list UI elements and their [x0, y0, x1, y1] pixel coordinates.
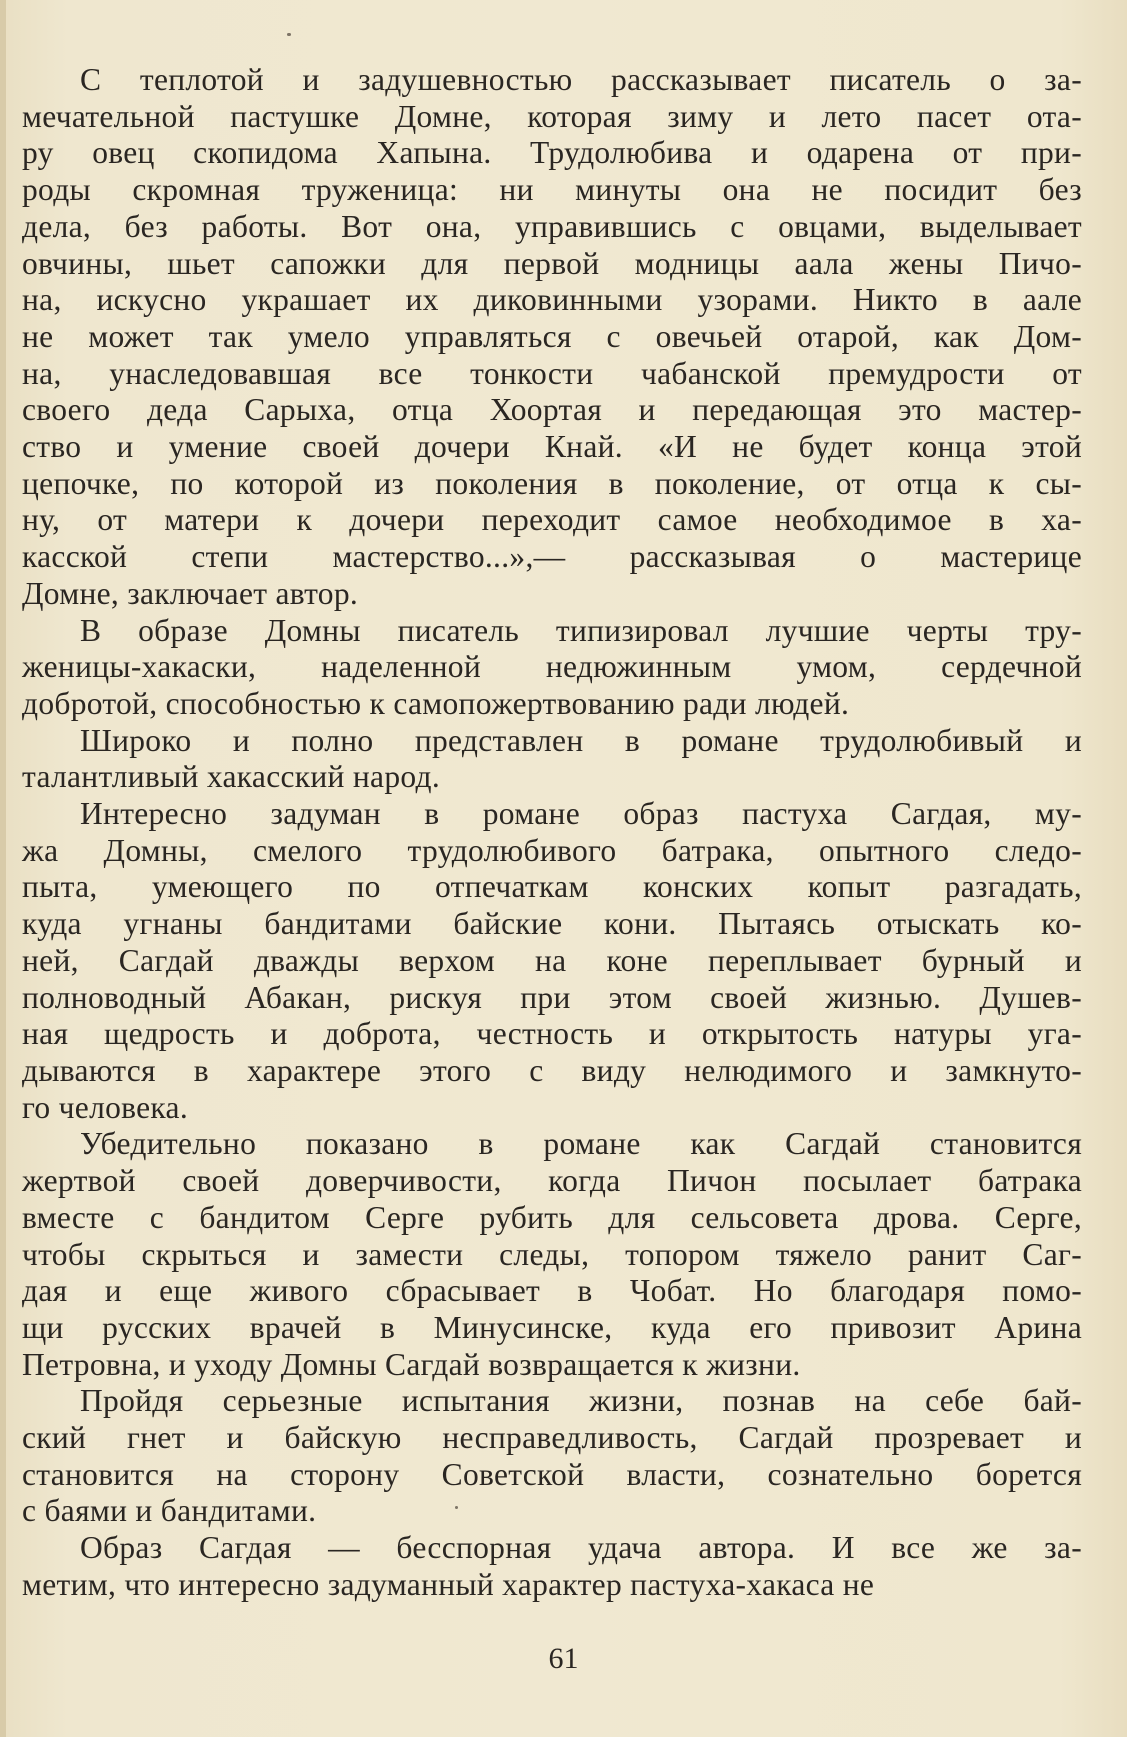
text-line: ский гнет и байскую несправедливость, Сагдай прозревает и [22, 1420, 1082, 1456]
text-line: Убедительно показано в романе как Сагдай становится [80, 1126, 1082, 1162]
text-line: чтобы скрыться и замести следы, топором тяжело ранит Саг- [22, 1236, 1082, 1272]
text-line: го человека. [22, 1089, 189, 1125]
text-line: пыта, умеющего по отпечаткам конских копыт разгадать, [22, 869, 1082, 905]
text-line: ней, Сагдай дважды верхом на коне переплывает бурный и [22, 942, 1082, 978]
text-line: на, унаследовавшая все тонкости чабанской премудрости от [22, 355, 1082, 391]
text-line: мечательной пастушке Домне, которая зиму и лето пасет ота- [22, 98, 1082, 134]
text-line: не может так умело управляться с овечьей отарой, как Дом- [22, 318, 1082, 354]
paragraph [22, 1126, 1082, 1383]
text-line: роды скромная труженица: ни минуты она не посидит без [22, 172, 1082, 208]
text-line: женицы-хакаски, наделенной недюжинным умом, сердечной [22, 649, 1082, 685]
text-line: дела, без работы. Вот она, управившись с овцами, выделывает [22, 208, 1082, 244]
text-line: ру овец скопидома Хапына. Трудолюбива и одарена от при- [22, 135, 1082, 171]
text-line: куда угнаны бандитами байские кони. Пытаясь отыскать ко- [22, 906, 1082, 942]
text-line: Пройдя серьезные испытания жизни, познав на себе бай- [80, 1383, 1082, 1419]
text-line: Образ Сагдая — бесспорная удача автора. И все же за- [80, 1530, 1082, 1566]
text-line: дая и еще живого сбрасывает в Чобат. Но благодаря помо- [22, 1273, 1082, 1309]
paragraph [22, 62, 1082, 613]
text-line: щи русских врачей в Минусинске, куда его привозит Арина [22, 1309, 1082, 1345]
text-line: ну, от матери к дочери переходит самое необходимое в ха- [22, 502, 1082, 538]
text-line: талантливый хакасский народ. [22, 759, 441, 795]
paragraph [22, 1383, 1082, 1530]
paragraph [22, 796, 1082, 1126]
text-line: ная щедрость и доброта, честность и открытость натуры уга- [22, 1016, 1082, 1052]
text-line: жертвой своей доверчивости, когда Пичон посылает батрака [22, 1163, 1082, 1199]
text-line: цепочке, по которой из поколения в поколение, от отца к сы- [22, 465, 1082, 501]
text-line: В образе Домны писатель типизировал лучшие черты тру- [80, 612, 1082, 648]
paragraph [22, 723, 1082, 796]
text-line: на, искусно украшает их диковинными узорами. Никто в аале [22, 282, 1082, 318]
print-speck [287, 33, 291, 36]
text-line: метим, что интересно задуманный характер пастуха-хакаса не [22, 1566, 875, 1602]
text-line: добротой, способностью к самопожертвованию ради людей. [22, 685, 850, 721]
text-line: становится на сторону Советской власти, сознательно борется [22, 1456, 1082, 1492]
text-line: касской степи мастерство...»,— рассказывая о мастерице [22, 539, 1082, 575]
paragraph [22, 613, 1082, 723]
text-line: жа Домны, смелого трудолюбивого батрака, опытного следо- [22, 832, 1082, 868]
text-line: Петровна, и уходу Домны Сагдай возвращается к жизни. [22, 1346, 801, 1382]
text-line: овчины, шьет сапожки для первой модницы аала жены Пичо- [22, 245, 1082, 281]
text-line: Домне, заключает автор. [22, 575, 359, 611]
text-line: Интересно задуман в романе образ пастуха Сагдая, му- [80, 796, 1082, 832]
text-line: Широко и полно представлен в романе трудолюбивый и [80, 722, 1082, 758]
text-line: дываются в характере этого с виду нелюдимого и замкнуто- [22, 1052, 1082, 1088]
text-line: с баями и бандитами. [22, 1493, 317, 1529]
page-number: 61 [548, 1642, 579, 1675]
page-edge [0, 0, 6, 1737]
paragraph [22, 1530, 1082, 1603]
body-text [22, 62, 1082, 1604]
text-line: своего деда Сарыха, отца Хоортая и передающая это мастер- [22, 392, 1082, 428]
text-line: полноводный Абакан, рискуя при этом своей жизнью. Душев- [22, 979, 1082, 1015]
text-line: вместе с бандитом Серге рубить для сельсовета дрова. Серге, [22, 1199, 1082, 1235]
text-line: ство и умение своей дочери Кнай. «И не будет конца этой [22, 429, 1082, 465]
text-line: С теплотой и задушевностью рассказывает писатель о за- [80, 62, 1082, 97]
